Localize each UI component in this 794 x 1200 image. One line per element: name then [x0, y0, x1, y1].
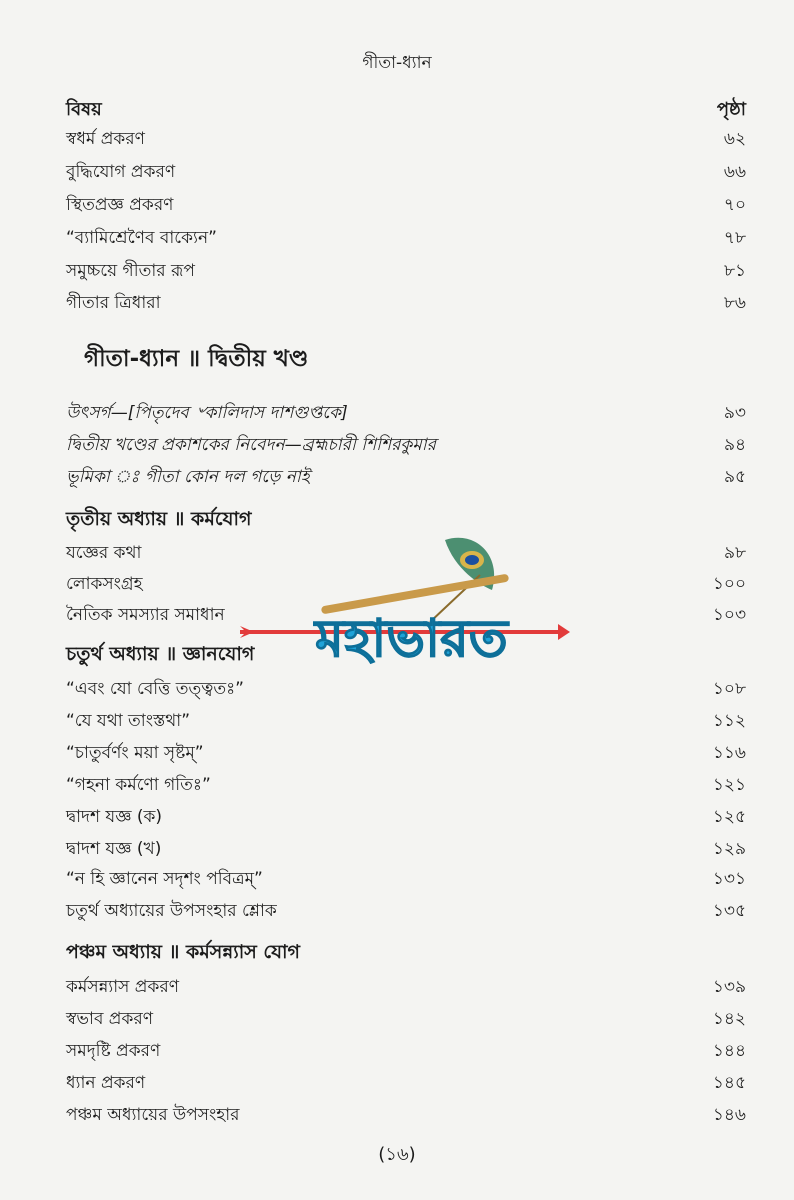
entry-title: “যে যথা তাংস্তথা” — [66, 711, 191, 731]
entry-title: স্বধর্ম প্রকরণ — [66, 129, 145, 149]
page-number: (১৬) — [378, 1144, 416, 1165]
entry-title: যজ্ঞের কথা — [66, 543, 142, 563]
entry-title: কর্মসন্ন্যাস প্রকরণ — [66, 977, 179, 997]
entry-page: ৬২ — [723, 129, 746, 149]
running-head: গীতা-ধ্যান — [362, 53, 432, 73]
entry-page: ১০৩ — [712, 605, 746, 625]
entry-title: গীতার ত্রিধারা — [66, 293, 161, 313]
entry-title: “গহনা কর্মণো গতিঃ” — [66, 775, 211, 795]
entry-page: ৮৬ — [723, 293, 746, 313]
entry-title: নৈতিক সমস্যার সমাধান — [66, 605, 225, 625]
flute-feather-arrow-icon — [240, 530, 570, 680]
entry-title: বুদ্ধিযোগ প্রকরণ — [66, 162, 176, 182]
entry-title: “ন হি জ্ঞানেন সদৃশং পবিত্রম্” — [66, 869, 263, 889]
entry-page: ৭৮ — [723, 228, 746, 248]
entry-title: “চাতুর্বর্ণং ময়া সৃষ্টম্” — [66, 743, 204, 763]
toc-entry — [66, 225, 746, 255]
entry-title: দ্বাদশ যজ্ঞ (খ) — [66, 839, 162, 859]
part-two-title: গীতা-ধ্যান ॥ দ্বিতীয় খণ্ড — [84, 346, 309, 372]
entry-page: ১৪৪ — [712, 1041, 746, 1061]
chapter-heading: চতুর্থ অধ্যায় ॥ জ্ঞানযোগ — [66, 643, 255, 665]
entry-page: ১২৯ — [712, 839, 746, 859]
entry-title: দ্বাদশ যজ্ঞ (ক) — [66, 807, 163, 827]
entry-page: ৭০ — [723, 195, 746, 215]
watermark-text: মহাভারত — [315, 609, 508, 669]
toc-entry — [66, 400, 746, 430]
toc-entry — [66, 1070, 746, 1100]
entry-title: চতুর্থ অধ্যায়ের উপসংহার শ্লোক — [66, 901, 277, 921]
entry-page: ৯৪ — [723, 435, 746, 455]
toc-entry — [66, 258, 746, 288]
entry-title: ভূমিকা ঃ গীতা কোন দল গড়ে নাই — [66, 467, 310, 487]
entry-page: ১৪৬ — [712, 1105, 746, 1125]
toc-entry — [66, 804, 746, 834]
toc-entry — [66, 192, 746, 222]
entry-title: পঞ্চম অধ্যায়ের উপসংহার — [66, 1105, 240, 1125]
entry-title: লোকসংগ্রহ — [66, 574, 143, 594]
toc-entry — [66, 159, 746, 189]
page-heading: পৃষ্ঠা — [716, 99, 746, 120]
toc-entry — [66, 1006, 746, 1036]
entry-page: ৬৬ — [723, 162, 746, 182]
toc-entry — [66, 740, 746, 770]
toc-entry — [66, 772, 746, 802]
entry-title: সমদৃষ্টি প্রকরণ — [66, 1041, 161, 1061]
entry-title: “ব্যামিশ্রেণৈব বাক্যেন” — [66, 228, 217, 248]
entry-page: ৯৫ — [723, 467, 746, 487]
entry-page: ১৩৫ — [712, 901, 746, 921]
entry-page: ৮১ — [723, 261, 746, 281]
entry-page: ১০০ — [712, 574, 746, 594]
toc-entry — [66, 464, 746, 494]
entry-page: ১৪২ — [712, 1009, 746, 1029]
chapter-heading: পঞ্চম অধ্যায় ॥ কর্মসন্ন্যাস যোগ — [66, 941, 301, 963]
watermark-logo — [240, 530, 570, 680]
toc-entry — [66, 866, 746, 896]
entry-page: ৯৮ — [723, 543, 746, 563]
entry-title: দ্বিতীয় খণ্ডের প্রকাশকের নিবেদন—ব্রহ্মচারী শিশিরকুমার — [66, 435, 437, 455]
entry-title: সমুচ্চয়ে গীতার রূপ — [66, 261, 195, 281]
entry-page: ৯৩ — [723, 403, 746, 423]
entry-page: ১৪৫ — [712, 1073, 746, 1093]
entry-title: স্থিতপ্রজ্ঞ প্রকরণ — [66, 195, 174, 215]
toc-entry — [66, 898, 746, 928]
toc-entry — [66, 290, 746, 320]
chapter-heading: তৃতীয় অধ্যায় ॥ কর্মযোগ — [66, 508, 252, 530]
entry-page: ১১৬ — [712, 743, 746, 763]
subject-heading: বিষয় — [66, 99, 102, 120]
toc-entry — [66, 676, 746, 706]
toc-entry — [66, 126, 746, 156]
toc-entry — [66, 974, 746, 1004]
entry-page: ১৩১ — [712, 869, 746, 889]
entry-page: ১২১ — [712, 775, 746, 795]
entry-title: উৎসর্গ—[পিতৃদেব ৺কালিদাস দাশগুপ্তকে] — [66, 403, 348, 423]
toc-entry — [66, 1038, 746, 1068]
entry-page: ১২৫ — [712, 807, 746, 827]
toc-entry — [66, 1102, 746, 1132]
entry-title: “এবং যো বেত্তি তত্ত্বতঃ” — [66, 679, 244, 699]
column-headings — [66, 95, 746, 125]
entry-page: ১১২ — [712, 711, 746, 731]
toc-entry — [66, 708, 746, 738]
entry-page: ১০৮ — [712, 679, 746, 699]
toc-entry — [66, 432, 746, 462]
entry-title: ধ্যান প্রকরণ — [66, 1073, 146, 1093]
toc-entry — [66, 836, 746, 866]
entry-title: স্বভাব প্রকরণ — [66, 1009, 154, 1029]
entry-page: ১৩৯ — [712, 977, 746, 997]
